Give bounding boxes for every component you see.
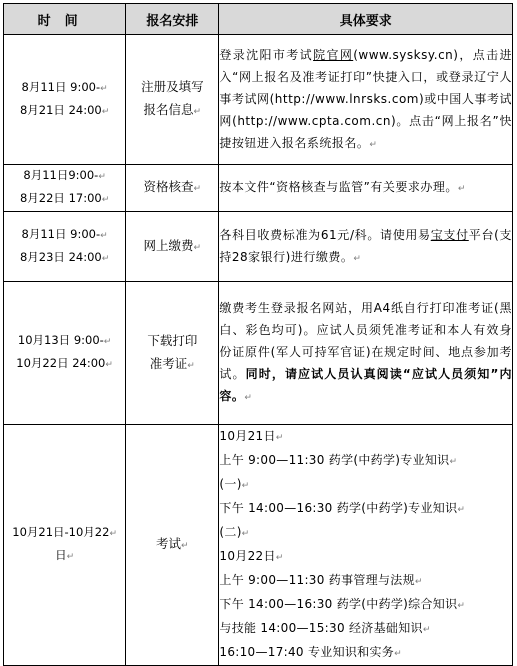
arrangement-cell [126,212,219,282]
time-cell [4,282,126,425]
paragraph-mark: ↵ [187,360,195,371]
time-line: 8月11日 9:00- [21,79,101,94]
time-line: 10月13日 9:00- [17,333,104,347]
arrangement-line: 下载打印 [147,332,198,348]
paragraph-mark: ↵ [193,184,202,194]
time-cell [4,425,126,666]
exam-schedule-line: 下午 14:00—16:30 药学(中药学)综合知识↵ [219,597,466,611]
paragraph-mark: ↵ [193,107,202,117]
exam-schedule-line: 上午 9:00—11:30 药学(中药学)专业知识↵ [219,453,458,467]
arrangement-cell [126,35,219,165]
paragraph-mark: ↵ [100,230,108,241]
arrangement-line: 报名信息 [143,102,194,117]
paragraph-mark: ↵ [241,529,250,539]
time-line: 8月22日 17:00 [19,191,102,205]
requirement-text: (www.sysksy.cn)，点击进入“网上报名及准考证打印”快捷入口，或登录辽宁人事考试网(http://www.lnrsks.com)或中国人事考试网(http://www.cpta.com.cn)。点击“网上报名”快捷按钮进入报名系统报名。 [219,47,512,150]
exam-schedule-line: 与技能 14:00—15:30 经济基础知识↵ [219,621,431,635]
requirement-text: 平台(支持28家银行)进行缴费。 [219,227,512,264]
arrangement-line: 注册及填写 [141,79,204,94]
paragraph-mark: ↵ [275,553,284,563]
paragraph-mark: ↵ [369,139,378,150]
paragraph-mark: ↵ [193,242,202,253]
requirements-cell [219,212,513,282]
exam-schedule-line: 10月22日↵ [219,549,284,563]
arrangement-line: 准考证 [149,355,188,371]
time-line: 8月23日 24:00 [19,249,102,264]
time-cell [4,165,126,212]
arrangement-cell [126,425,219,666]
exam-schedule-line: 下午 14:00—16:30 药学(中药学)专业知识↵ [219,501,466,515]
requirement-text: 按本文件“资格核查与监管”有关要求办理。 [219,180,458,194]
time-line: 10月21日-10月22 [12,525,110,539]
table-header-row [4,4,513,35]
header-time: 时间 [4,4,126,35]
requirement-text: 缴费考生登录报名网站，用A4纸自行打印准考证(黑白、彩色均可)。应试人员须凭准考证和本人有效身份证原件(军人可持军官证)在规定时间、地点参加考试。 [219,301,512,381]
paragraph-mark: ↵ [414,577,423,587]
paragraph-mark: ↵ [394,649,402,659]
paragraph-mark: ↵ [449,457,458,467]
exam-schedule-line: 10月21日↵ [219,429,284,443]
table-row [4,282,513,425]
requirements-cell [219,165,513,212]
requirements-cell [219,425,513,666]
time-line: 10月22日 24:00 [16,356,106,370]
paragraph-mark: ↵ [101,195,110,205]
paragraph-mark: ↵ [101,253,110,264]
table-row [4,165,513,212]
paragraph-mark: ↵ [101,106,110,117]
requirement-text: 登录沈阳市考试 [219,47,314,62]
registration-schedule-table [3,3,513,666]
exam-schedule-line: (二)↵ [219,525,250,539]
arrangement-line: 网上缴费 [143,237,194,253]
table-row [4,212,513,282]
header-arrangement: 报名安排 [126,4,219,35]
paragraph-mark: ↵ [244,393,253,403]
header-requirements: 具体要求 [219,4,513,35]
paragraph-mark: ↵ [181,541,189,551]
time-cell [4,35,126,165]
paragraph-mark: ↵ [422,625,431,635]
exam-schedule-line: 上午 9:00—11:30 药事管理与法规↵ [219,573,423,587]
bold-notice: 同时，请应试人员认真阅读“应试人员须知”内容。 [219,367,512,403]
requirement-text: 各科目收费标准为61元/科。请使用易 [219,227,431,242]
arrangement-line: 资格核查 [143,179,194,194]
paragraph-mark: ↵ [275,433,284,443]
requirements-cell [219,35,513,165]
arrangement-cell [126,165,219,212]
arrangement-line: 考试 [156,536,182,551]
time-line: 8月11日 9:00- [21,226,101,241]
exam-schedule-line: 16:10—17:40 专业知识和实务↵ [219,645,402,659]
paragraph-mark: ↵ [457,601,466,611]
paragraph-mark: ↵ [66,552,75,562]
time-cell [4,212,126,282]
paragraph-mark: ↵ [103,337,112,347]
paragraph-mark: ↵ [457,184,466,194]
underlined-text: 院官网 [313,47,354,62]
paragraph-mark: ↵ [353,253,362,264]
arrangement-cell [126,282,219,425]
requirements-cell [219,282,513,425]
time-line: 8月11日9:00- [23,168,99,182]
table-row [4,35,513,165]
paragraph-mark: ↵ [241,481,250,491]
underlined-text: 宝支付 [430,227,469,242]
exam-schedule-line: (一)↵ [219,477,250,491]
time-line: 8月21日 24:00 [19,102,102,117]
paragraph-mark: ↵ [98,172,106,182]
paragraph-mark: ↵ [109,529,117,539]
paragraph-mark: ↵ [100,83,108,94]
time-line: 日 [55,548,67,562]
table-row [4,425,513,666]
paragraph-mark: ↵ [105,360,113,370]
paragraph-mark: ↵ [457,505,466,515]
